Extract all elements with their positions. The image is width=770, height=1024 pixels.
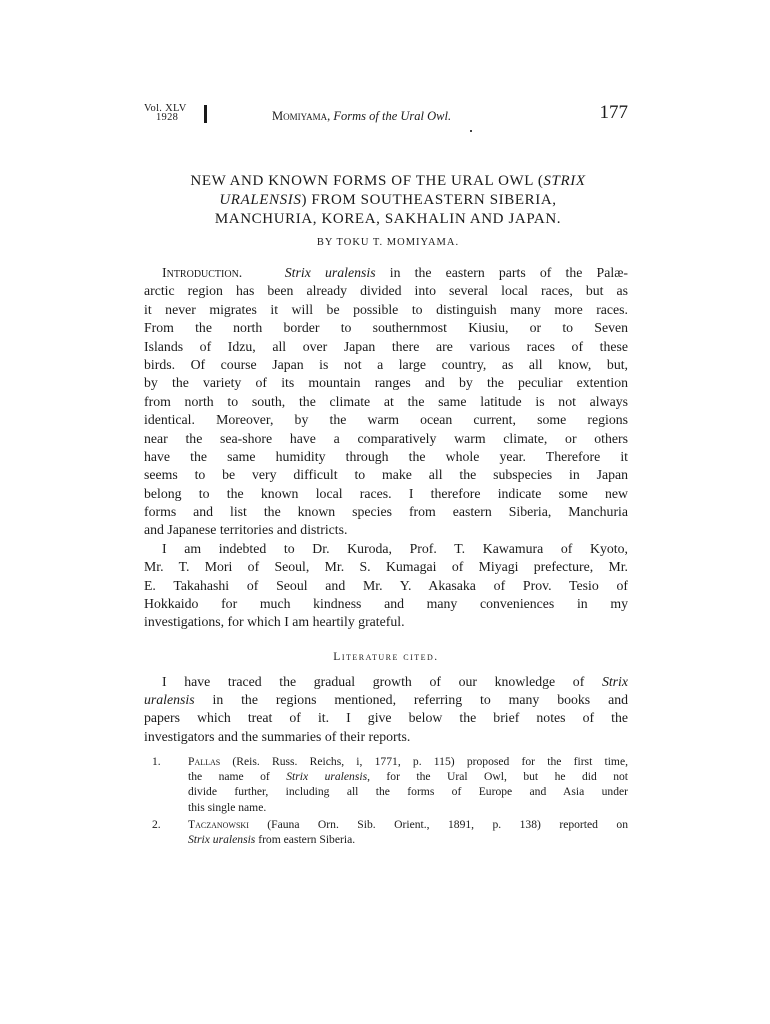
byline: BY TOKU T. MOMIYAMA. [316, 237, 460, 248]
text-line: identical. Moreover, by the warm ocean current, some regions [144, 412, 628, 428]
text-line: seems to be very difficult to make all the subspecies in Japan [144, 467, 628, 483]
text-line: Strix uralensis from eastern Siberia. [188, 832, 356, 846]
text-line: Hokkaido for much kindness and many conveniences in my [144, 596, 628, 612]
text-line: Pallas (Reis. Russ. Reichs, i, 1771, p. 115) proposed for the first time, [188, 755, 628, 768]
text-line: divide further, including all the forms of Europe and Asia under [188, 785, 628, 799]
volume-info [144, 104, 187, 122]
text-line: Mr. T. Mori of Seoul, Mr. S. Kumagai of Miyagi prefecture, Mr. [144, 559, 628, 575]
literature-section [144, 673, 628, 746]
text-line: belong to the known local races. I therefore indicate some new [144, 485, 628, 501]
text-line: I have traced the gradual growth of our knowledge of Strix [162, 674, 628, 689]
text-line: Taczanowski (Fauna Orn. Sib. Orient., 1891, p. 138) reported on [188, 817, 628, 831]
text-line: From the north border to southernmost Kiusiu, or to Seven [144, 320, 628, 336]
text-line: papers which treat of it. I give below the brief notes of the [144, 710, 628, 726]
running-head [144, 102, 628, 132]
text-line: by the variety of its mountain ranges and by the peculiar extention [144, 375, 628, 391]
text-line: arctic region has been already divided into several local races, but as [144, 283, 628, 299]
title-line: URALENSIS) FROM SOUTHEASTERN SIBERIA, [219, 192, 557, 208]
reference-number: 2. [152, 817, 161, 831]
page-number: 177 [599, 102, 628, 123]
text-line: this single name. [188, 800, 267, 814]
article-title [140, 172, 636, 229]
text-line: near the sea-shore have a comparatively warm climate, or others [144, 430, 628, 446]
text-line: and Japanese territories and districts. [144, 522, 348, 538]
running-title-author: Momiyama, [272, 109, 331, 123]
reference-number: 1. [152, 755, 161, 768]
text-line: Introduction. Strix uralensis in the eastern parts of the Palæ- [162, 265, 628, 280]
running-title [272, 109, 451, 124]
section-heading: Literature cited. [333, 651, 439, 663]
volume-number: Vol. XLV [144, 103, 187, 114]
text-line: E. Takahashi of Seoul and Mr. Y. Akasaka of Prov. Tesio of [144, 577, 628, 593]
reference-list [144, 754, 628, 849]
section-label: Introduction. [162, 265, 243, 280]
text-line: forms and list the known species from eastern Siberia, Manchuria [144, 504, 628, 520]
introduction-section [144, 264, 628, 632]
title-line: MANCHURIA, KOREA, SAKHALIN AND JAPAN. [214, 211, 562, 227]
text-line: birds. Of course Japan is not a large country, as all know, but, [144, 356, 628, 372]
text-line: it never migrates it will be possible to distinguish many more races. [144, 301, 628, 317]
reference-item [144, 817, 628, 847]
text-line: Islands of Idzu, all over Japan there are various races of these [144, 338, 628, 354]
print-speck [470, 130, 472, 132]
text-line: investigators and the summaries of their reports. [144, 728, 411, 744]
volume-year: 1928 [156, 112, 179, 123]
text-line: have the same humidity through the whole year. Therefore it [144, 448, 628, 464]
volume-bracket [204, 105, 207, 123]
text-line: the name of Strix uralensis, for the Ural Owl, but he did not [188, 770, 628, 784]
text-line: from north to south, the climate at the same latitude is not always [144, 393, 628, 409]
running-title-text: Forms of the Ural Owl. [333, 109, 452, 123]
text-line: I am indebted to Dr. Kuroda, Prof. T. Kawamura of Kyoto, [162, 540, 628, 556]
text-line: investigations, for which I am heartily grateful. [144, 614, 405, 630]
text-line: uralensis in the regions mentioned, referring to many books and [144, 692, 628, 708]
reference-item [144, 754, 628, 815]
title-line: NEW AND KNOWN FORMS OF THE URAL OWL (STRIX [190, 173, 586, 189]
